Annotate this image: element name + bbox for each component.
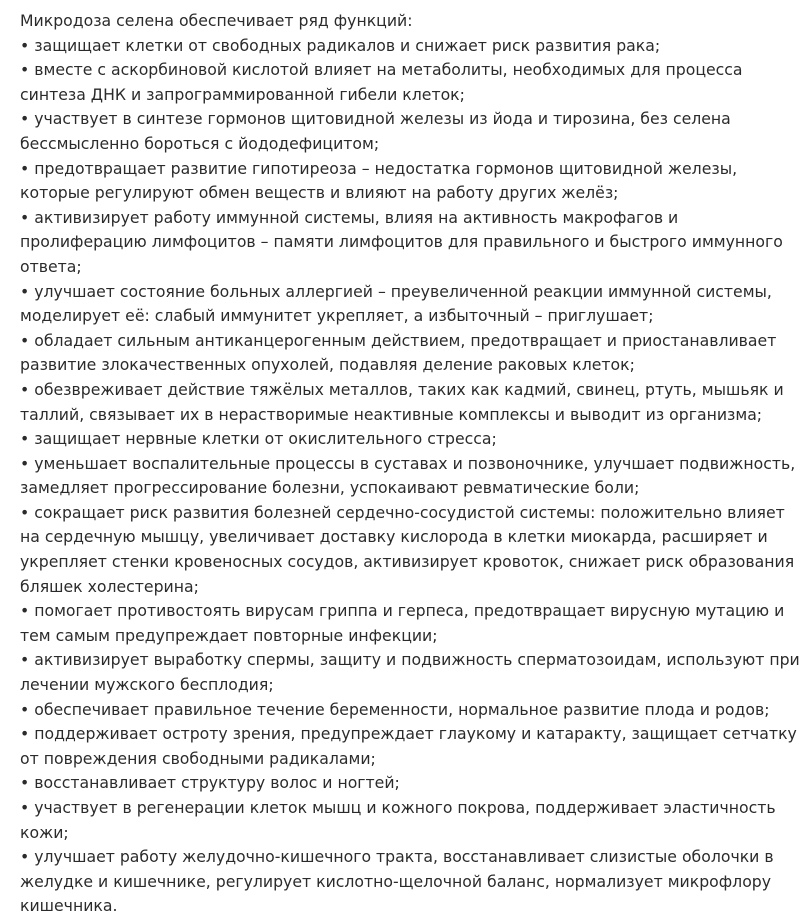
list-item: • участвует в регенерации клеток мышц и кожного покрова, поддерживает эластичность кожи; xyxy=(20,798,776,842)
list-item: • поддерживает остроту зрения, предупреждает глаукому и катаракту, защищает сетчатку от повреждения свободными радикалами; xyxy=(20,724,797,768)
intro-line: Микродоза селена обеспечивает ряд функций: xyxy=(20,11,413,30)
list-item: • активизирует работу иммунной системы, влияя на активность макрофагов и пролиферацию лимфоцитов – памяти лимфоцитов для правильного и быстрого иммунного ответа; xyxy=(20,207,783,276)
list-item: • защищает клетки от свободных радикалов и снижает риск развития рака; xyxy=(20,35,661,55)
list-item: • сокращает риск развития болезней сердечно-сосудистой системы: положительно влияет на сердечную мышцу, увеличивает доставку кислорода в клетки миокарда, расширяет и укрепляет стенки кровеносных сосудов, активизирует кровоток, снижает риск образования бляшек холестерина; xyxy=(20,502,795,596)
list-item: • обеспечивает правильное течение беременности, нормальное развитие плода и родов; xyxy=(20,699,770,719)
list-item: • помогает противостоять вирусам гриппа и герпеса, предотвращает вирусную мутацию и тем самым предупреждает повторные инфекции; xyxy=(20,601,785,645)
list-item: • вместе с аскорбиновой кислотой влияет на метаболиты, необходимых для процесса синтеза ДНК и запрограммированной гибели клеток; xyxy=(20,60,743,104)
list-item: • предотвращает развитие гипотиреоза – недостатка гормонов щитовидной железы, которые регулируют обмен веществ и влияют на работу других желёз; xyxy=(20,158,738,203)
list-item: • участвует в синтезе гормонов щитовидной железы из йода и тирозина, без селена бессмысленно бороться с йододефицитом; xyxy=(20,109,731,153)
list-item: • улучшает состояние больных аллергией – преувеличенной реакции иммунной системы, моделирует её: слабый иммунитет укрепляет, а избыточный – приглушает; xyxy=(20,281,772,326)
list-item: • восстанавливает структуру волос и ногтей; xyxy=(20,773,400,793)
list-item: • уменьшает воспалительные процессы в суставах и позвоночнике, улучшает подвижность, замедляет прогрессирование болезни, успокаивают ревматические боли; xyxy=(20,453,796,498)
list-item: • защищает нервные клетки от окислительного стресса; xyxy=(20,429,497,449)
document-body xyxy=(20,9,800,919)
list-item: • обезвреживает действие тяжёлых металлов, таких как кадмий, свинец, ртуть, мышьяк и таллий, связывает их в нерастворимые неактивные комплексы и выводит из организма; xyxy=(20,379,784,424)
list-item: • улучшает работу желудочно-кишечного тракта, восстанавливает слизистые оболочки в желудке и кишечнике, регулирует кислотно-щелочной баланс, нормализует микрофлору кишечника. xyxy=(20,847,774,916)
list-item: • обладает сильным антиканцерогенным действием, предотвращает и приостанавливает развитие злокачественных опухолей, подавляя деление раковых клеток; xyxy=(20,330,777,375)
list-item: • активизирует выработку спермы, защиту и подвижность сперматозоидам, используют при лечении мужского бесплодия; xyxy=(20,650,800,695)
